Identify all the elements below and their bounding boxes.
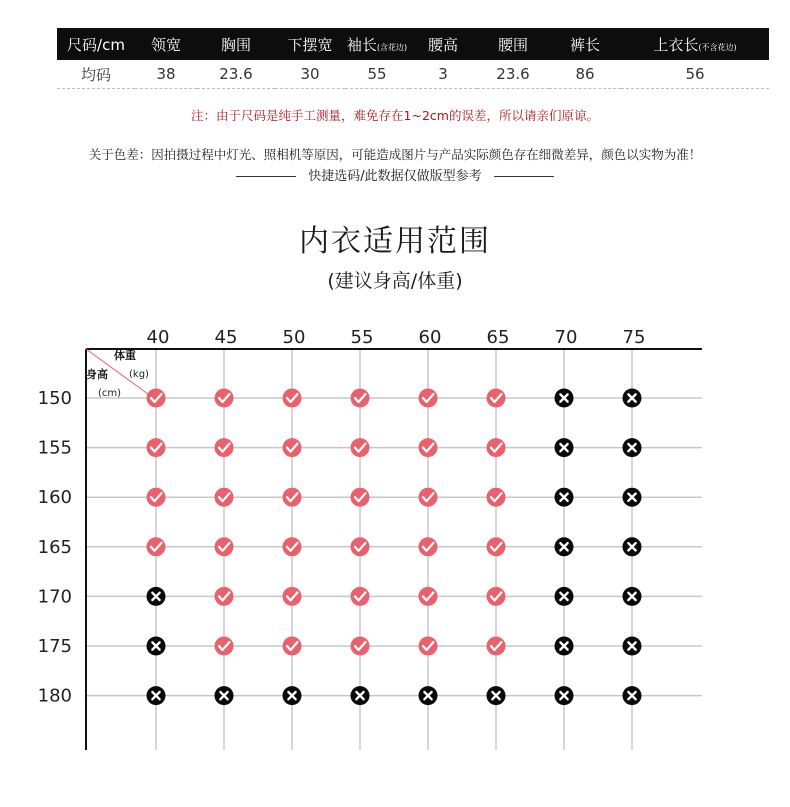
check-icon bbox=[283, 587, 302, 606]
size-header-label: 下摆宽 bbox=[287, 35, 333, 54]
size-value-cell: 86 bbox=[549, 60, 621, 89]
fit-title: 内衣适用范围 bbox=[299, 224, 491, 259]
corner-height-unit: (cm) bbox=[98, 388, 122, 399]
size-header-label: 腰围 bbox=[497, 35, 528, 54]
check-icon bbox=[351, 537, 370, 556]
size-header-label: 腰高 bbox=[427, 35, 458, 54]
size-value-cell: 55 bbox=[345, 60, 409, 89]
cross-icon bbox=[147, 637, 166, 656]
check-icon bbox=[351, 587, 370, 606]
cross-icon bbox=[487, 686, 506, 705]
cross-icon bbox=[215, 686, 234, 705]
cross-icon bbox=[351, 686, 370, 705]
height-tick-label: 175 bbox=[37, 636, 72, 657]
size-value-cell: 56 bbox=[621, 60, 769, 89]
cross-icon bbox=[555, 389, 574, 408]
size-header-label: 胸围 bbox=[220, 35, 251, 54]
cross-icon bbox=[555, 587, 574, 606]
height-tick-label: 165 bbox=[37, 536, 72, 558]
cross-icon bbox=[623, 438, 642, 457]
weight-tick-label: 55 bbox=[350, 327, 374, 348]
weight-tick-label: 75 bbox=[622, 327, 646, 348]
check-icon bbox=[351, 389, 370, 408]
check-icon bbox=[487, 537, 506, 556]
size-value-cell: 均码 bbox=[57, 60, 135, 89]
check-icon bbox=[419, 389, 438, 408]
corner-height-label: 身高 bbox=[86, 368, 108, 381]
check-icon bbox=[351, 488, 370, 507]
cross-icon bbox=[623, 587, 642, 606]
color-note: 关于色差：因拍摄过程中灯光、照相机等原因，可能造成图片与产品实际颜色存在细微差异，颜色以实物为准！ bbox=[88, 147, 702, 162]
check-icon bbox=[419, 537, 438, 556]
cross-icon bbox=[147, 587, 166, 606]
size-header-label: 裤长 bbox=[569, 35, 600, 54]
check-icon bbox=[215, 637, 234, 656]
check-icon bbox=[351, 438, 370, 457]
check-icon bbox=[419, 587, 438, 606]
check-icon bbox=[283, 537, 302, 556]
check-icon bbox=[283, 389, 302, 408]
corner-weight-label: 体重 bbox=[114, 349, 136, 362]
fit-subtitle: (建议身高/体重) bbox=[327, 270, 463, 292]
check-icon bbox=[215, 488, 234, 507]
weight-tick-label: 65 bbox=[486, 327, 510, 348]
size-value-cell: 30 bbox=[275, 60, 345, 89]
check-icon bbox=[215, 587, 234, 606]
check-icon bbox=[419, 637, 438, 656]
cross-icon bbox=[147, 686, 166, 705]
check-icon bbox=[283, 637, 302, 656]
size-value-cell: 23.6 bbox=[197, 60, 275, 89]
check-icon bbox=[147, 488, 166, 507]
cross-icon bbox=[555, 438, 574, 457]
size-header-label: 尺码/cm bbox=[67, 35, 125, 54]
cross-icon bbox=[555, 537, 574, 556]
cross-icon bbox=[623, 389, 642, 408]
weight-tick-label: 60 bbox=[418, 327, 442, 348]
check-icon bbox=[419, 488, 438, 507]
check-icon bbox=[351, 637, 370, 656]
size-value-cell: 23.6 bbox=[477, 60, 549, 89]
cross-icon bbox=[623, 637, 642, 656]
size-header-note: (不含花边) bbox=[698, 42, 737, 52]
reference-note: 快捷选码/此数据仅做版型参考 bbox=[308, 169, 482, 184]
size-value-cell: 38 bbox=[135, 60, 197, 89]
check-icon bbox=[487, 488, 506, 507]
cross-icon bbox=[623, 488, 642, 507]
weight-tick-label: 40 bbox=[146, 327, 170, 348]
size-value-cell: 3 bbox=[409, 60, 477, 89]
height-tick-label: 170 bbox=[37, 586, 72, 608]
cross-icon bbox=[283, 686, 302, 705]
check-icon bbox=[283, 488, 302, 507]
corner-weight-unit: (kg) bbox=[129, 369, 149, 380]
weight-tick-label: 70 bbox=[554, 327, 578, 348]
check-icon bbox=[419, 438, 438, 457]
height-tick-label: 160 bbox=[37, 487, 72, 509]
height-tick-label: 150 bbox=[37, 388, 72, 409]
check-icon bbox=[487, 637, 506, 656]
check-icon bbox=[215, 389, 234, 408]
check-icon bbox=[487, 389, 506, 408]
check-icon bbox=[147, 537, 166, 556]
cross-icon bbox=[419, 686, 438, 705]
check-icon bbox=[215, 438, 234, 457]
size-header-note: (含花边) bbox=[376, 42, 408, 52]
size-header-label: 领宽 bbox=[150, 35, 181, 54]
check-icon bbox=[147, 438, 166, 457]
weight-tick-label: 45 bbox=[214, 327, 238, 348]
check-icon bbox=[147, 389, 166, 408]
check-icon bbox=[487, 587, 506, 606]
cross-icon bbox=[555, 637, 574, 656]
size-header-label: 上衣长 bbox=[653, 35, 699, 54]
cross-icon bbox=[555, 686, 574, 705]
size-header-label: 袖长 bbox=[346, 35, 377, 54]
cross-icon bbox=[555, 488, 574, 507]
check-icon bbox=[487, 438, 506, 457]
height-tick-label: 155 bbox=[37, 437, 72, 459]
weight-tick-label: 50 bbox=[282, 327, 306, 348]
height-tick-label: 180 bbox=[37, 685, 72, 707]
measurement-note: 注：由于尺码是纯手工测量，难免存在1~2cm的误差，所以请亲们原谅。 bbox=[191, 108, 599, 123]
check-icon bbox=[215, 537, 234, 556]
cross-icon bbox=[623, 537, 642, 556]
check-icon bbox=[283, 438, 302, 457]
cross-icon bbox=[623, 686, 642, 705]
